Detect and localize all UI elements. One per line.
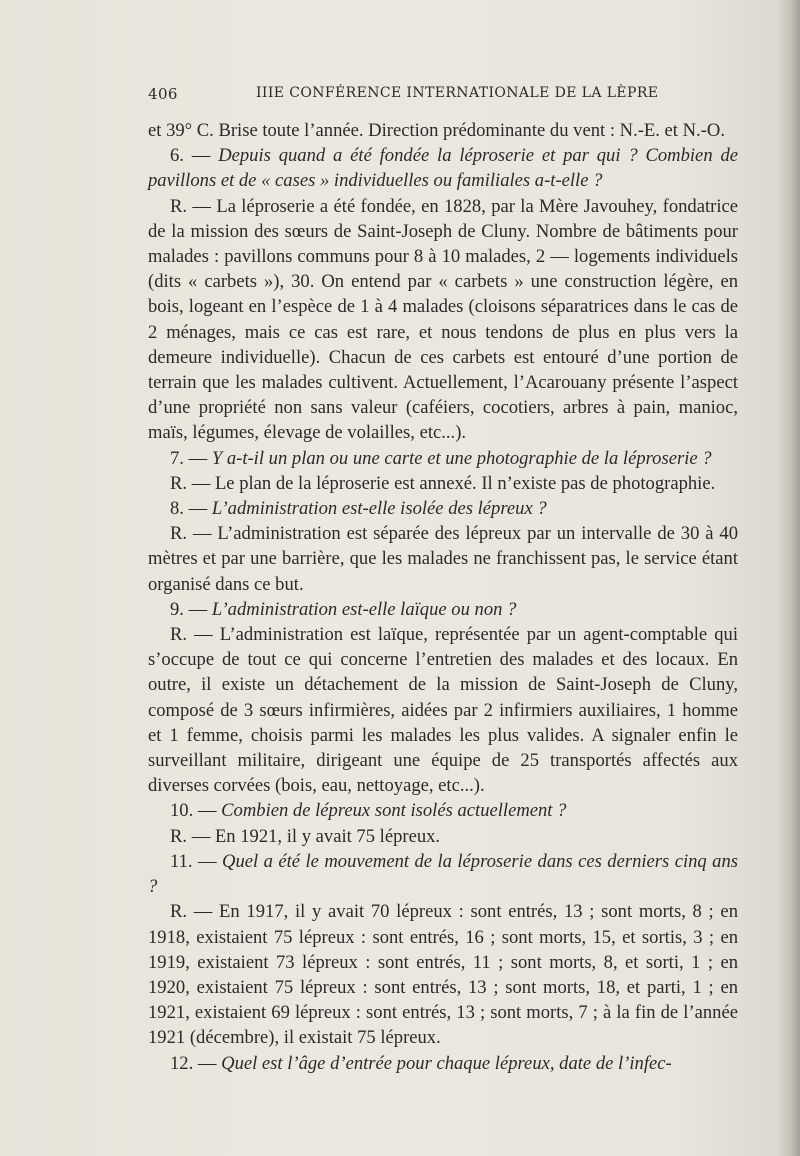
question-number: 10. — [170, 800, 222, 822]
question-number: 12. — [170, 1052, 222, 1074]
question-paragraph [148, 143, 738, 193]
question-text: L’administration est-elle laïque ou non ? [211, 598, 517, 620]
answer-paragraph: R. — En 1921, il y avait 75 lépreux. [170, 825, 441, 847]
answer-paragraph: R. — La léproserie a été fondée, en 1828, par la Mère Javouhey, fondatrice de la mission des sœurs de Saint-Joseph de Cluny. Nombre de bâtiments pour malades : pavillons communs pour 8 à 10 malades, 2 — logements individuels (dits « carbets »), 30. On entend par « carbets » une construction légère, en bois, logeant en l’espèce de 1 à 4 malades (cloisons séparatrices dans le cas de 2 ménages, mais ce cas est rare, et nous tendons de plus en plus vers la demeure individuelle). Chacun de ces carbets est entouré d’une portion de terrain que les malades cultivent. Actuellement, l’Acarouany présente l’aspect d’une propriété non sans valeur (caféiers, cocotiers, arbres à pain, manioc, maïs, légumes, élevage de volailles, etc...). [148, 195, 738, 444]
page-edge-shadow [778, 0, 800, 1156]
answer-paragraph: R. — En 1917, il y avait 70 lépreux : sont entrés, 13 ; sont morts, 8 ; en 1918, existaient 75 lépreux : sont entrés, 16 ; sont morts, 15, et sortis, 3 ; en 1919, existaient 73 lépreux : sont entrés, 11 ; sont morts, 8, et sorti, 1 ; en 1920, existaient 75 lépreux : sont entrés, 13 ; sont morts, 18, et parti, 1 ; en 1921, existaient 69 lépreux : sont entrés, 13 ; sont morts, 7 ; à la fin de l’année 1921 (décembre), il existait 75 lépreux. [148, 901, 738, 1049]
question-number: 6. — [170, 145, 219, 167]
body-text [148, 118, 738, 1076]
question-text: Y a-t-il un plan ou une carte et une photographie de la léproserie ? [211, 447, 712, 469]
question-text: L’administration est-elle isolée des lépreux ? [211, 498, 547, 520]
running-title: IIIE CONFÉRENCE INTERNATIONALE DE LA LÈPRE [256, 85, 659, 101]
question-paragraph [148, 798, 738, 823]
question-text: Quel est l’âge d’entrée pour chaque lépreux, date de l’infec- [221, 1052, 672, 1074]
question-paragraph [148, 849, 738, 899]
answer-paragraph: R. — L’administration est séparée des lépreux par un intervalle de 30 à 40 mètres et par une barrière, que les malades ne franchissent pas, le service étant organisé dans ce but. [148, 523, 738, 595]
answer-paragraph: R. — Le plan de la léproserie est annexé. Il n’existe pas de photographie. [170, 472, 716, 494]
question-paragraph [148, 1051, 738, 1076]
question-paragraph [148, 496, 738, 521]
question-number: 8. — [170, 498, 212, 520]
page-number: 406 [148, 85, 178, 103]
question-number: 7. — [170, 447, 212, 469]
question-text: Combien de lépreux sont isolés actuellement ? [221, 800, 567, 822]
question-paragraph [148, 597, 738, 622]
question-paragraph [148, 446, 738, 471]
question-text: Depuis quand a été fondée la léproserie et par qui ? Combien de pavillons et de « cases » individuelles ou familiales a-t-elle ? [148, 145, 738, 192]
question-number: 9. — [170, 598, 212, 620]
answer-paragraph: et 39° C. Brise toute l’année. Direction prédominante du vent : N.-E. et N.-O. [148, 120, 725, 141]
question-text: Quel a été le mouvement de la léproserie dans ces derniers cinq ans ? [148, 850, 738, 898]
answer-paragraph: R. — L’administration est laïque, représentée par un agent-comptable qui s’occupe de tout ce qui concerne l’entretien des malades et des locaux. En outre, il existe un détachement de la mission de Saint-Joseph de Cluny, composé de 3 sœurs infirmières, aidées par 2 infirmiers auxiliaires, 1 homme et 1 femme, choisis parmi les malades les plus valides. A signaler enfin le surveillant militaire, dirigeant une équipe de 25 transportés affectés aux diverses corvées (bois, eau, nettoyage, etc...). [148, 624, 738, 797]
question-number: 11. — [170, 850, 223, 872]
